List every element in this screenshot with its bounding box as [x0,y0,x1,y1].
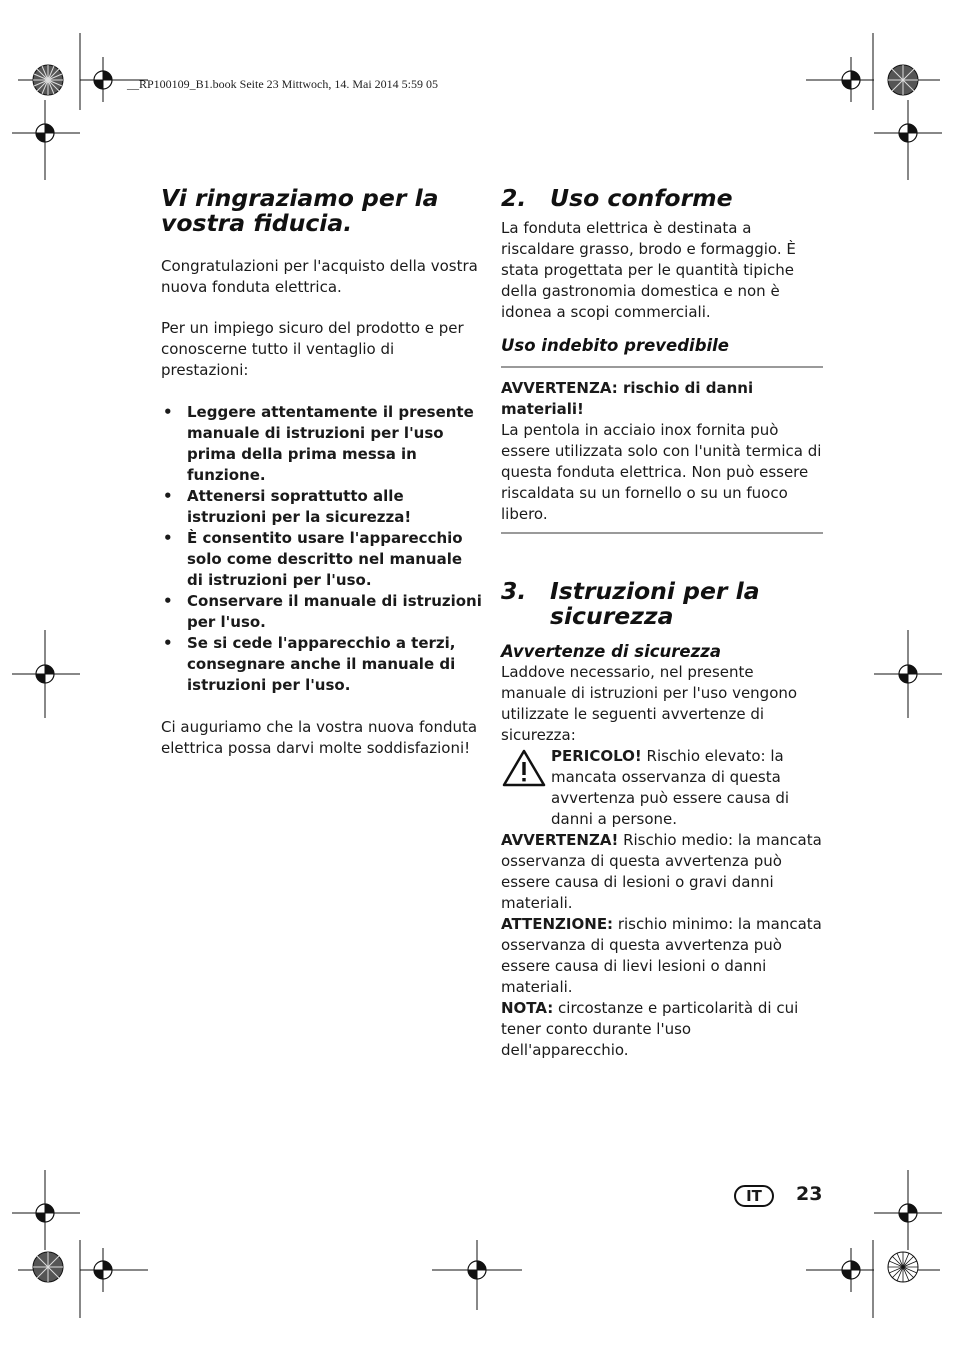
intro-paragraph-1: Congratulazioni per l'acquisto della vostra nuova fonduta elettrica. [161,257,478,296]
section-3-number: 3. [501,577,527,605]
section-3-intro: Laddove necessario, nel presente manuale di istruzioni per l'uso vengono utilizzate le seguenti avvertenze di sicurezza: [501,663,798,744]
list-item: • È consentito usare l'apparecchio solo come descritto nel manuale di istruzioni per l'uso. [161,528,483,591]
warning-title: AVVERTENZA: rischio di danni materiali! [501,379,754,418]
section-3-heading [501,579,823,629]
print-header: __RP100109_B1.book Seite 23 Mittwoch, 14. Mai 2014 5:59 05 [127,77,439,91]
list-item: • Se si cede l'apparecchio a terzi, consegnare anche il manuale di istruzioni per l'uso. [161,633,483,696]
caution-label: ATTENZIONE: [501,915,614,933]
list-item: • Conservare il manuale di istruzioni per l'uso. [161,591,483,633]
safety-subheading: Avvertenze di sicurezza [501,642,721,661]
note-description: circostanze e particolarità di cui tener conto durante l'uso dell'apparecchio. [501,999,799,1059]
section-2-number: 2. [501,184,527,212]
section-2-title: Uso conforme [550,184,733,212]
warning-level-text [501,830,823,914]
right-column [501,186,823,1061]
divider [501,532,823,534]
thanks-title: Vi ringraziamo per la vostra fiducia. [161,184,439,237]
instructions-list [161,402,483,696]
warning-triangle-icon [501,746,551,830]
list-item: • Attenersi soprattutto alle istruzioni per la sicurezza! [161,486,483,528]
section-2-heading [501,186,823,211]
danger-text [551,746,813,830]
warning-level-description: Rischio medio: la mancata osservanza di questa avvertenza può essere causa di lesioni o gravi danni materiali. [501,831,822,912]
section-2-text: La fonduta elettrica è destinata a riscaldare grasso, brodo e formaggio. È stata progettata per le quantità tipiche della gastronomia domestica e non è idonea a scopi commerciali. [501,219,796,321]
section-3-title: Istruzioni per la sicurezza [550,577,760,630]
language-badge: IT [734,1185,774,1207]
danger-block [501,746,823,830]
caution-text [501,914,823,998]
danger-label: PERICOLO! [551,747,642,765]
danger-description: Rischio elevato: la mancata osservanza di questa avvertenza può essere causa di danni a persone. [551,747,790,828]
note-text [501,998,823,1061]
divider [501,366,823,368]
warning-text: La pentola in acciaio inox fornita può essere utilizzata solo con l'unità termica di questa fonduta elettrica. Non può essere riscaldata su un fornello o su un fuoco libero. [501,421,822,523]
list-item: • Leggere attentamente il presente manuale di istruzioni per l'uso prima della prima messa in funzione. [161,402,483,486]
intro-paragraph-2: Per un impiego sicuro del prodotto e per conoscerne tutto il ventaglio di prestazioni: [161,319,464,379]
warning-level-label: AVVERTENZA! [501,831,619,849]
left-column [161,186,483,759]
caution-description: rischio minimo: la mancata osservanza di questa avvertenza può essere causa di lievi lesioni o danni materiali. [501,915,822,996]
closing-paragraph: Ci auguriamo che la vostra nuova fonduta elettrica possa darvi molte soddisfazioni! [161,718,478,757]
page-number: 23 [796,1183,823,1205]
misuse-subheading: Uso indebito prevedibile [501,336,730,355]
note-label: NOTA: [501,999,554,1017]
